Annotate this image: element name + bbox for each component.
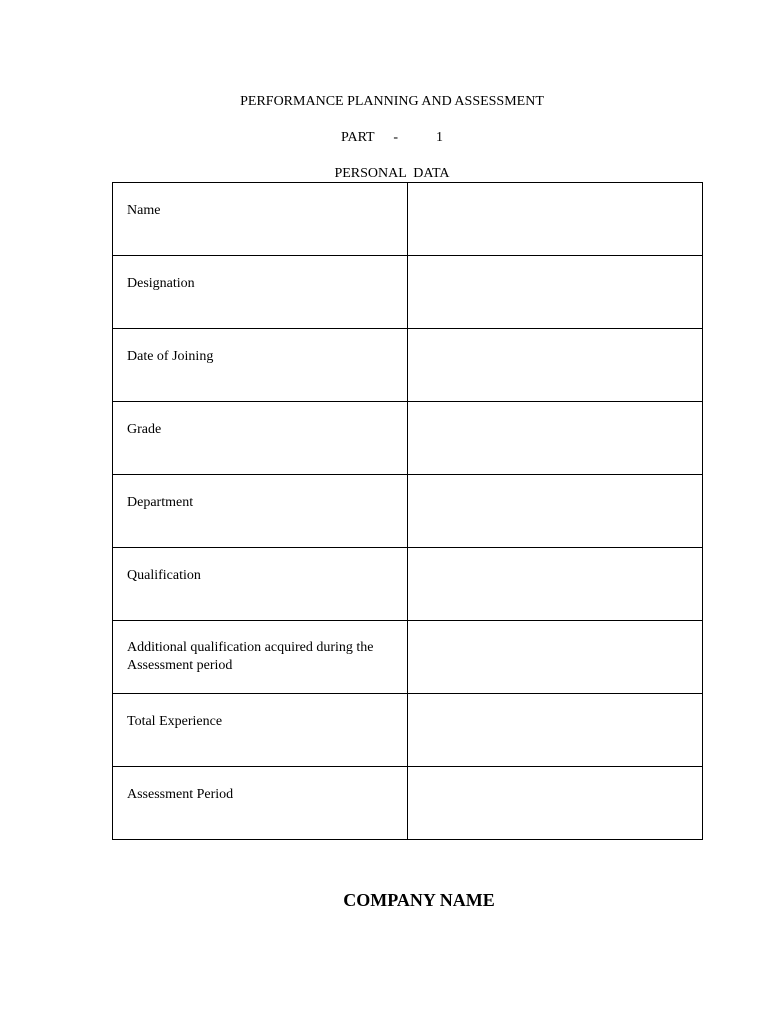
section-title: PERSONAL DATA [334, 166, 450, 181]
total-experience-label-cell [113, 694, 408, 767]
qualification-value-cell[interactable] [408, 548, 703, 621]
table-row [113, 767, 703, 840]
part-label: PART - 1 [340, 130, 444, 145]
grade-label-cell [113, 402, 408, 475]
table-row [113, 694, 703, 767]
qualification-label: Qualification [127, 568, 201, 583]
name-label-cell [113, 183, 408, 256]
designation-label-cell [113, 256, 408, 329]
grade-value-cell[interactable] [408, 402, 703, 475]
table-row [113, 621, 703, 694]
table-row [113, 475, 703, 548]
name-value-cell[interactable] [408, 183, 703, 256]
table-row [113, 183, 703, 256]
name-label: Name [127, 203, 161, 218]
designation-label: Designation [127, 276, 195, 291]
total-experience-value-cell[interactable] [408, 694, 703, 767]
document-title: PERFORMANCE PLANNING AND ASSESSMENT [240, 94, 544, 109]
table-row [113, 402, 703, 475]
date-of-joining-value-cell[interactable] [408, 329, 703, 402]
total-experience-label: Total Experience [127, 714, 223, 729]
department-value-cell[interactable] [408, 475, 703, 548]
grade-label: Grade [127, 422, 162, 437]
assessment-period-label: Assessment Period [127, 787, 234, 802]
date-of-joining-label-cell [113, 329, 408, 402]
additional-qualification-label-cell [113, 621, 408, 694]
table-row [113, 329, 703, 402]
designation-value-cell[interactable] [408, 256, 703, 329]
personal-data-table [112, 182, 703, 840]
department-label: Department [127, 495, 194, 510]
additional-qualification-label: Additional qualification acquired during the Assessment period [127, 640, 374, 673]
qualification-label-cell [113, 548, 408, 621]
additional-qualification-value-cell[interactable] [408, 621, 703, 694]
assessment-period-value-cell[interactable] [408, 767, 703, 840]
department-label-cell [113, 475, 408, 548]
company-name: COMPANY NAME [343, 890, 495, 910]
assessment-period-label-cell [113, 767, 408, 840]
table-row [113, 256, 703, 329]
table-row [113, 548, 703, 621]
date-of-joining-label: Date of Joining [127, 349, 214, 364]
